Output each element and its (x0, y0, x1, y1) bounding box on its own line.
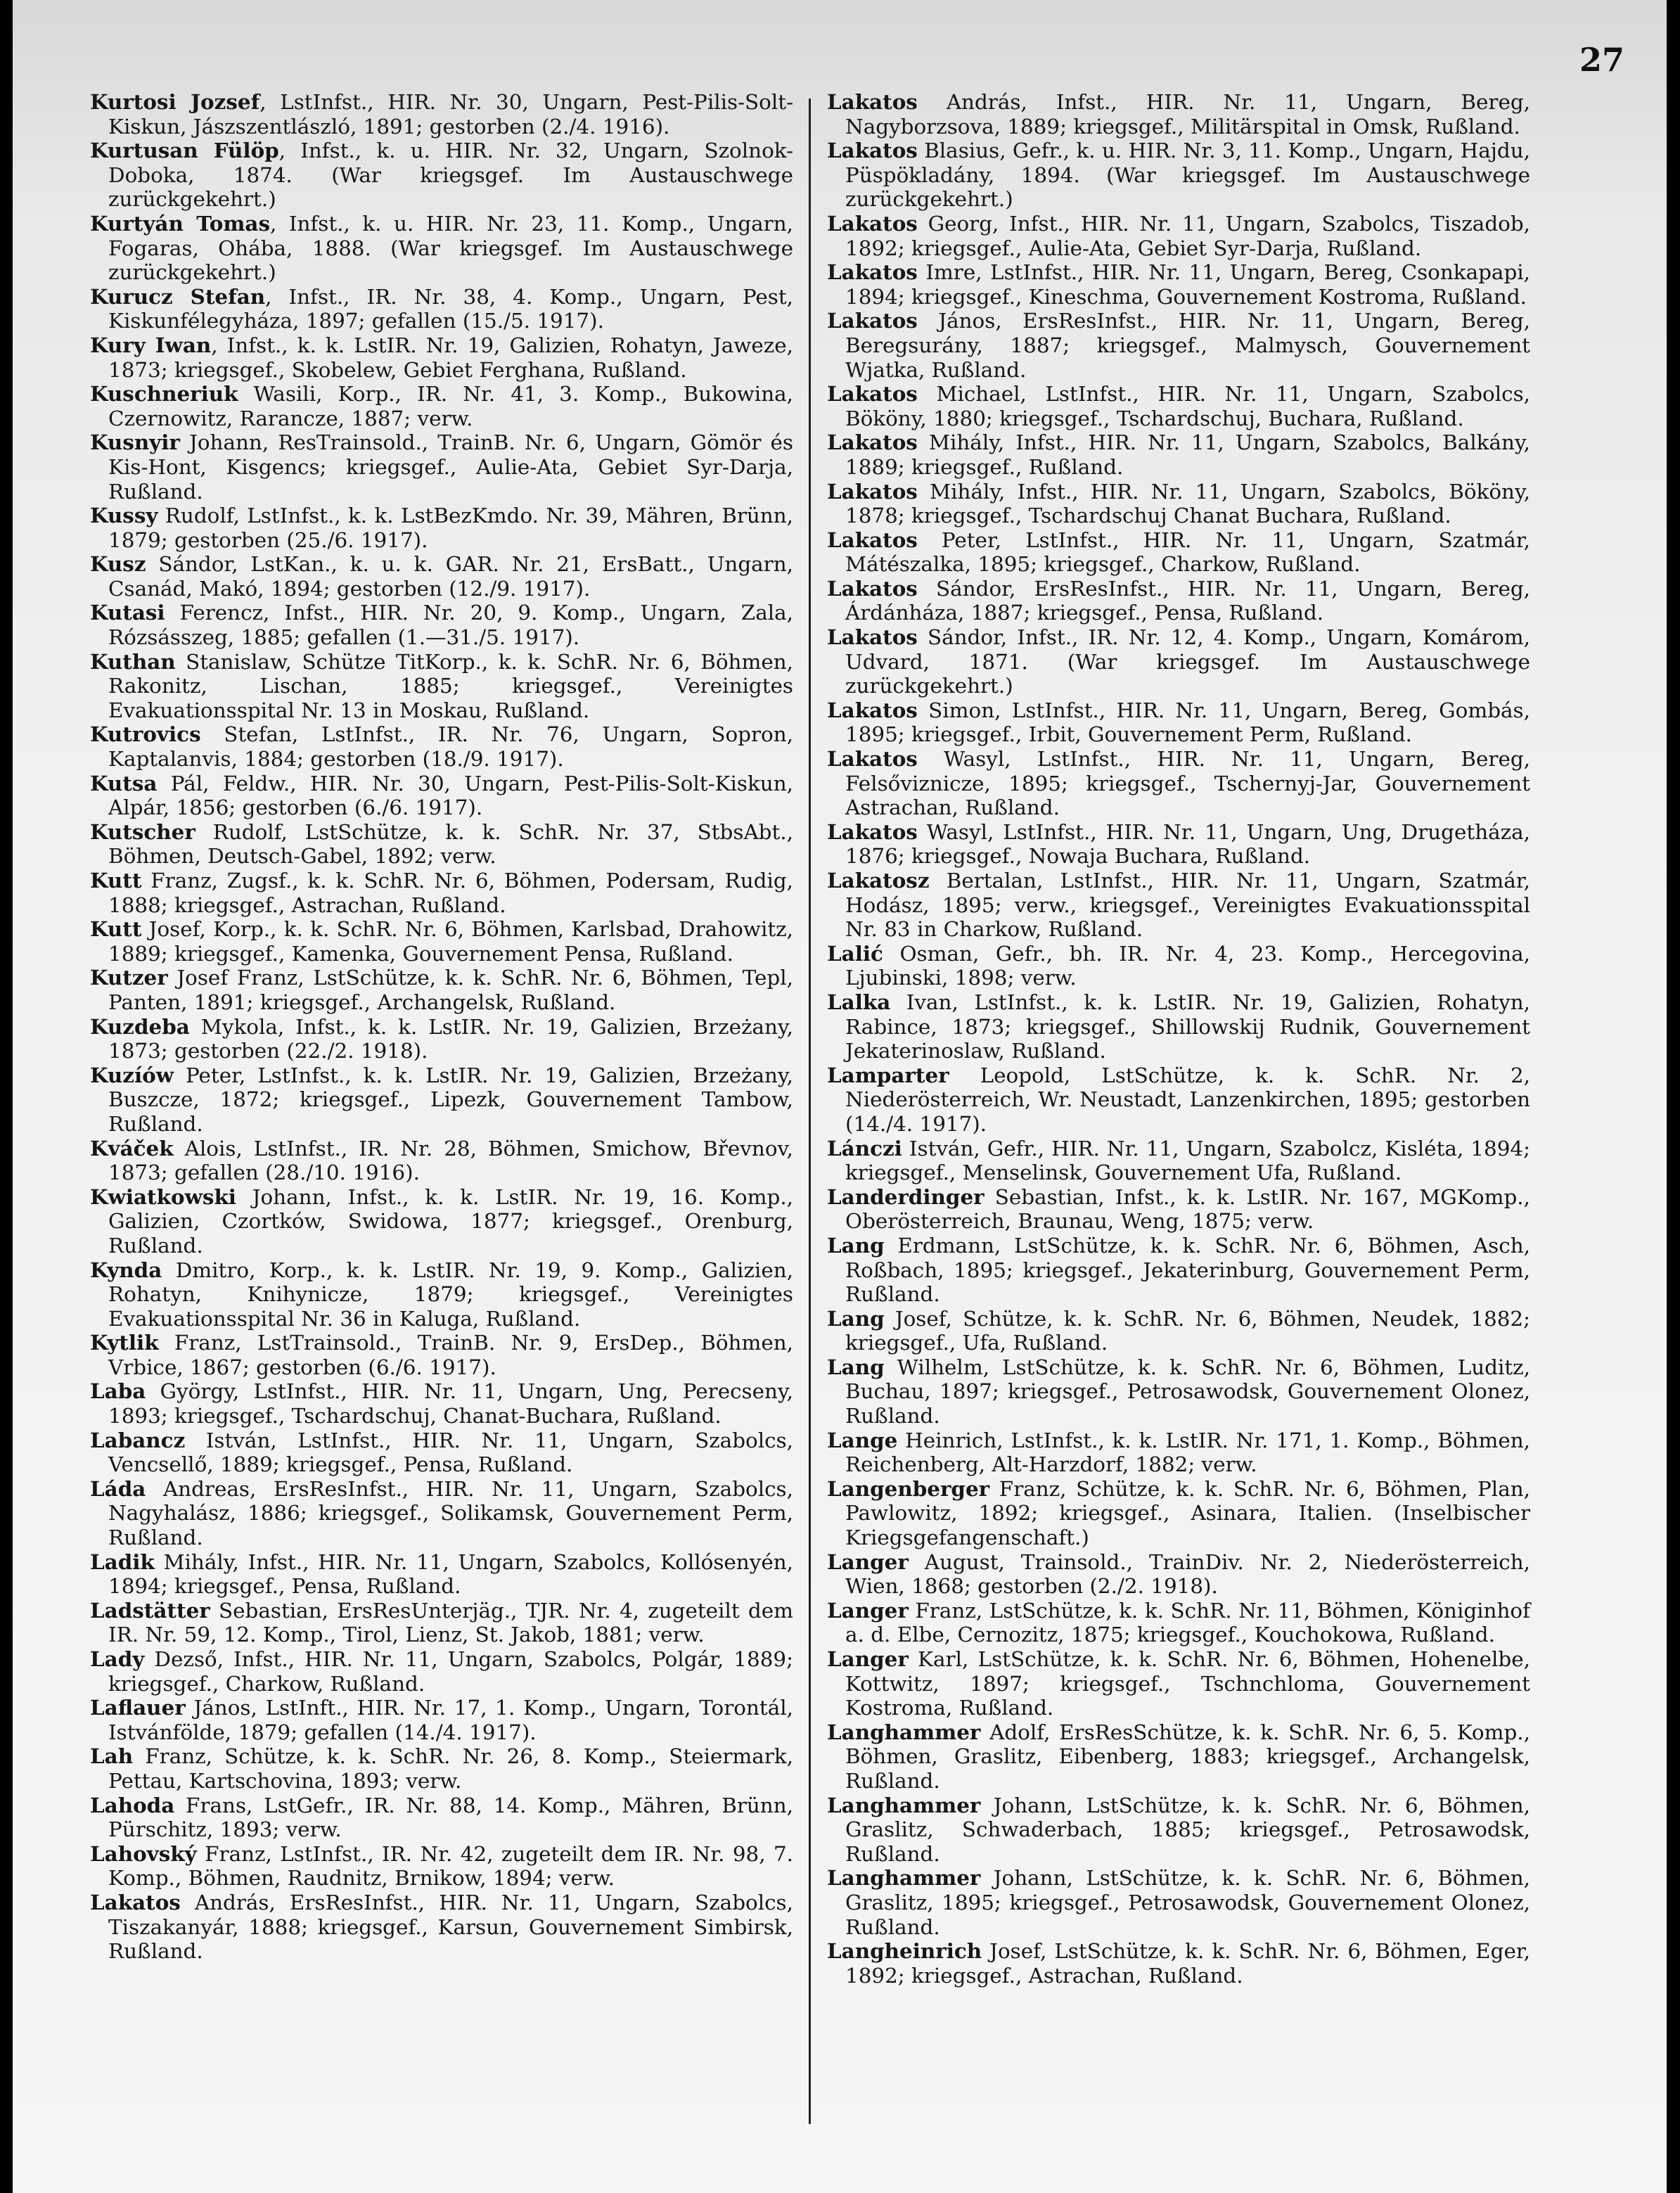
entry-details: Rudolf, LstInfst., k. k. LstBezKmdo. Nr. 39, Mähren, Brünn, 1879; gestorben (25./6. 1917). (108, 504, 793, 552)
entry-details: Franz, Zugsf., k. k. SchR. Nr. 6, Böhmen, Podersam, Rudig, 1888; kriegsgef., Astrachan, Rußland. (108, 869, 793, 917)
list-entry (90, 1477, 793, 1550)
list-entry (827, 625, 1530, 698)
entry-surname: Kuthan (90, 648, 176, 674)
entry-surname: Lamparter (827, 1062, 949, 1087)
entry-details: Dmitro, Korp., k. k. LstIR. Nr. 19, 9. Komp., Galizien, Rohatyn, Knihynicze, 1879; kriegsgef., Vereinigtes Evakuationsspital Nr. 36 in Kaluga, Rußland. (108, 1258, 793, 1331)
entry-surname: Kury Iwan (90, 332, 212, 357)
entry-details: György, LstInfst., HIR. Nr. 11, Ungarn, Ung, Perecseny, 1893; kriegsgef., Tschardschuj, Chanat-Buchara, Rußland. (108, 1379, 793, 1428)
entry-details: Frans, LstGefr., IR. Nr. 88, 14. Komp., Mähren, Brünn, Pürschitz, 1893; verw. (108, 1793, 793, 1842)
entry-surname: Lakatos (827, 819, 918, 844)
entry-surname: Kutzer (90, 965, 168, 990)
entry-surname: Kytlik (90, 1330, 159, 1355)
list-entry (90, 504, 793, 552)
entry-surname: Laflauer (90, 1695, 186, 1720)
entry-details: János, LstInft., HIR. Nr. 17, 1. Komp., Ungarn, Torontál, Istvánfölde, 1879; gefallen (14./4. 1917). (108, 1696, 793, 1744)
entry-surname: Langer (827, 1597, 909, 1623)
entry-surname: Ladstätter (90, 1597, 210, 1623)
entry-details: Sándor, Infst., IR. Nr. 12, 4. Komp., Ungarn, Komárom, Udvard, 1871. (War kriegsgef. Im Austauschwege zurückgekehrt.) (845, 625, 1530, 698)
entry-surname: Kuzíów (90, 1062, 174, 1087)
list-entry (827, 430, 1530, 479)
entry-surname: Langheinrich (827, 1938, 982, 1964)
list-entry (90, 1063, 793, 1137)
entry-details: István, LstInfst., HIR. Nr. 11, Ungarn, Szabolcs, Vencsellő, 1889; kriegsgef., Pensa, Rußland. (108, 1428, 793, 1477)
list-entry (90, 869, 793, 917)
entry-surname: Lah (90, 1744, 134, 1769)
list-entry (90, 650, 793, 723)
list-entry (90, 430, 793, 504)
entry-details: Mihály, Infst., HIR. Nr. 11, Ungarn, Szabolcs, Bököny, 1878; kriegsgef., Tschardschuj Chanat Buchara, Rußland. (845, 479, 1530, 528)
entry-details: , Infst., IR. Nr. 38, 4. Komp., Ungarn, Pest, Kiskunfélegyháza, 1897; gefallen (15./5. 1917). (108, 284, 793, 333)
entry-surname: Kurtosi Jozsef (90, 89, 260, 114)
entry-details: Stefan, LstInfst., IR. Nr. 76, Ungarn, Sopron, Kaptalanvis, 1884; gestorben (18./9. 1917). (108, 722, 793, 772)
list-entry (827, 1477, 1530, 1550)
entry-details: , Infst., k. u. HIR. Nr. 32, Ungarn, Szolnok-Doboka, 1874. (War kriegsgef. Im Austauschwege zurückgekehrt.) (108, 139, 793, 212)
entry-details: Johann, LstSchütze, k. k. SchR. Nr. 6, Böhmen, Graslitz, Schwaderbach, 1885; kriegsgef., Petrosawodsk, Rußland. (845, 1793, 1530, 1866)
entry-surname: Lakatos (827, 527, 918, 552)
entry-surname: Lakatos (827, 260, 918, 285)
list-entry (90, 772, 793, 820)
entry-details: Ferencz, Infst., HIR. Nr. 20, 9. Komp., Ungarn, Zala, Rózsásszeg, 1885; gefallen (1.—31./5. 1917). (108, 601, 793, 650)
entry-surname: Lakatos (827, 308, 918, 333)
list-entry (827, 869, 1530, 942)
list-entry (90, 1550, 793, 1599)
list-entry (90, 552, 793, 601)
entry-details: Sebastian, Infst., k. k. LstIR. Nr. 167, MGKomp., Oberösterreich, Braunau, Weng, 1875; verw. (845, 1184, 1530, 1234)
list-entry (827, 577, 1530, 625)
list-entry (90, 382, 793, 430)
list-entry (827, 139, 1530, 212)
entry-surname: Lang (827, 1305, 885, 1331)
entry-surname: Lalić (827, 940, 883, 966)
entry-surname: Lakatos (827, 478, 918, 504)
list-entry (827, 1428, 1530, 1477)
entry-surname: Kurtusan Fülöp (90, 138, 279, 163)
list-entry (827, 1599, 1530, 1647)
entry-details: Mykola, Infst., k. k. LstIR. Nr. 19, Galizien, Brzeżany, 1873; gestorben (22./2. 1918). (108, 1014, 793, 1063)
list-entry (90, 1647, 793, 1696)
column-divider (809, 98, 811, 2124)
entry-surname: Laba (90, 1379, 146, 1404)
list-entry (90, 1137, 793, 1185)
entry-surname: Lahoda (90, 1792, 175, 1817)
entry-details: , LstInfst., HIR. Nr. 30, Ungarn, Pest-Pilis-Solt-Kiskun, Jászszentlászló, 1891; gestorben (2./4. 1916). (108, 90, 794, 139)
entry-details: Pál, Feldw., HIR. Nr. 30, Ungarn, Pest-Pilis-Solt-Kiskun, Alpár, 1856; gestorben (6./6. 1917). (108, 771, 793, 820)
entry-details: Johann, Infst., k. k. LstIR. Nr. 19, 16. Komp., Galizien, Czortków, Swidowa, 1877; kriegsgef., Orenburg, Rußland. (108, 1184, 793, 1258)
entry-details: Imre, LstInfst., HIR. Nr. 11, Ungarn, Bereg, Csonkapapi, 1894; kriegsgef., Kineschma, Gouvernement Kostroma, Rußland. (845, 260, 1530, 309)
list-entry (90, 1015, 793, 1063)
entry-details: Alois, LstInfst., IR. Nr. 28, Böhmen, Smichow, Břevnov, 1873; gefallen (28./10. 1916). (108, 1136, 793, 1185)
list-entry (827, 309, 1530, 382)
entry-surname: Langenberger (827, 1476, 990, 1501)
list-entry (827, 480, 1530, 528)
entry-surname: Lakatos (827, 575, 918, 601)
entry-surname: Langer (827, 1647, 909, 1671)
entry-details: Franz, LstTrainsold., TrainB. Nr. 9, ErsDep., Böhmen, Vrbice, 1867; gestorben (6./6. 1917). (108, 1331, 793, 1379)
list-entry (90, 1258, 793, 1331)
entry-details: Blasius, Gefr., k. u. HIR. Nr. 3, 11. Komp., Ungarn, Hajdu, Püspökladány, 1894. (War kriegsgef. Im Austauschwege zurückgekehrt.) (845, 139, 1530, 212)
entry-surname: Kuzdeba (90, 1014, 190, 1039)
entry-surname: Kynda (90, 1257, 162, 1282)
entry-details: András, ErsResInfst., HIR. Nr. 11, Ungarn, Szabolcs, Tiszakanyár, 1888; kriegsgef., Karsun, Gouvernement Simbirsk, Rußland. (108, 1890, 793, 1964)
entry-details: August, Trainsold., TrainDiv. Nr. 2, Niederösterreich, Wien, 1868; gestorben (2./2. 1918). (845, 1549, 1530, 1599)
entry-surname: Kutscher (90, 819, 195, 844)
entry-details: Josef, Korp., k. k. SchR. Nr. 6, Böhmen, Karlsbad, Drahowitz, 1889; kriegsgef., Kamenka, Gouvernement Pensa, Rußland. (108, 917, 793, 966)
entry-details: Sándor, LstKan., k. u. k. GAR. Nr. 21, ErsBatt., Ungarn, Csanád, Makó, 1894; gestorben (12./9. 1917). (108, 552, 793, 601)
entry-surname: Kutt (90, 868, 142, 893)
entry-surname: Labancz (90, 1427, 186, 1452)
entry-details: Peter, LstInfst., HIR. Nr. 11, Ungarn, Szatmár, Mátészalka, 1895; kriegsgef., Charkow, Rußland. (845, 528, 1530, 577)
list-entry (827, 1307, 1530, 1355)
entry-details: Rudolf, LstSchütze, k. k. SchR. Nr. 37, StbsAbt., Böhmen, Deutsch-Gabel, 1892; verw. (108, 819, 793, 869)
list-entry (827, 1939, 1530, 1988)
entry-details: Franz, LstSchütze, k. k. SchR. Nr. 11, Böhmen, Königinhof a. d. Elbe, Cernozitz, 1875; kriegsgef., Kouchokowa, Rußland. (845, 1598, 1530, 1647)
entry-details: Ivan, LstInfst., k. k. LstIR. Nr. 19, Galizien, Rohatyn, Rabince, 1873; kriegsgef., Shillowskij Rudnik, Gouvernement Jekaterinoslaw, Rußland. (845, 990, 1530, 1063)
entry-surname: Lakatos (827, 89, 918, 114)
list-entry (827, 820, 1530, 869)
list-entry (90, 1428, 793, 1477)
entry-details: Adolf, ErsResSchütze, k. k. SchR. Nr. 6, 5. Komp., Böhmen, Graslitz, Eibenberg, 1883; kriegsgef., Archangelsk, Rußland. (845, 1720, 1530, 1793)
list-entry (90, 1599, 793, 1647)
list-entry (90, 917, 793, 966)
entry-details: Wilhelm, LstSchütze, k. k. SchR. Nr. 6, Böhmen, Luditz, Buchau, 1897; kriegsgef., Petrosawodsk, Gouvernement Olonez, Rußland. (845, 1355, 1530, 1428)
list-entry (90, 1744, 793, 1793)
entry-details: Erdmann, LstSchütze, k. k. SchR. Nr. 6, Böhmen, Asch, Roßbach, 1895; kriegsgef., Jekaterinburg, Gouvernement Perm, Rußland. (845, 1233, 1530, 1307)
list-entry (90, 1185, 793, 1258)
list-entry (827, 528, 1530, 577)
entry-details: Wasili, Korp., IR. Nr. 41, 3. Komp., Bukowina, Czernowitz, Rarancze, 1887; verw. (108, 382, 793, 430)
list-entry (90, 966, 793, 1014)
list-entry (827, 698, 1530, 747)
entry-surname: Lakatos (827, 381, 918, 407)
entry-details: Franz, Schütze, k. k. SchR. Nr. 26, 8. Komp., Steiermark, Pettau, Kartschovina, 1893; verw. (108, 1744, 793, 1793)
list-entry (90, 601, 793, 649)
entry-surname: Lahovský (90, 1841, 197, 1866)
entry-surname: Kváček (90, 1135, 174, 1161)
left-column (90, 90, 793, 1964)
entry-surname: Lange (827, 1427, 898, 1452)
list-entry (827, 1234, 1530, 1307)
entry-surname: Lalka (827, 989, 891, 1014)
entry-details: Sándor, ErsResInfst., HIR. Nr. 11, Ungarn, Bereg, Árdánháza, 1887; kriegsgef., Pensa, Rußland. (845, 576, 1530, 625)
entry-surname: Kutrovics (90, 722, 201, 747)
list-entry (90, 139, 793, 212)
entry-surname: Lakatos (90, 1889, 181, 1914)
list-entry (827, 1137, 1530, 1185)
list-entry (90, 1331, 793, 1379)
list-entry (827, 90, 1530, 139)
entry-details: Wasyl, LstInfst., HIR. Nr. 11, Ungarn, Ung, Drugetháza, 1876; kriegsgef., Nowaja Buchara, Rußland. (845, 819, 1530, 869)
list-entry (90, 722, 793, 771)
entry-details: Franz, LstInfst., IR. Nr. 42, zugeteilt dem IR. Nr. 98, 7. Komp., Böhmen, Raudnitz, Brnikow, 1894; verw. (108, 1841, 793, 1891)
list-entry (827, 990, 1530, 1063)
list-entry (90, 1794, 793, 1842)
entry-surname: Lakatos (827, 138, 918, 163)
entry-details: Simon, LstInfst., HIR. Nr. 11, Ungarn, Bereg, Gombás, 1895; kriegsgef., Irbit, Gouvernement Perm, Rußland. (845, 698, 1530, 747)
entry-surname: Lakatos (827, 697, 918, 722)
entry-details: Johann, ResTrainsold., TrainB. Nr. 6, Ungarn, Gömör és Kis-Hont, Kisgencs; kriegsgef., Aulie-Ata, Gebiet Syr-Darja, Rußland. (108, 430, 793, 504)
entry-surname: Langhammer (827, 1865, 981, 1891)
list-entry (90, 1891, 793, 1964)
entry-details: Franz, Schütze, k. k. SchR. Nr. 6, Böhmen, Plan, Pawlowitz, 1892; kriegsgef., Asinara, Italien. (Inselbischer Kriegsgefangenschaft.) (845, 1476, 1530, 1550)
entry-details: Osman, Gefr., bh. IR. Nr. 4, 23. Komp., Hercegovina, Ljubinski, 1898; verw. (845, 941, 1530, 990)
list-entry (90, 1379, 793, 1428)
entry-surname: Kurucz Stefan (90, 283, 266, 309)
entry-surname: Lakatos (827, 625, 918, 650)
right-column (827, 90, 1530, 1988)
entry-surname: Kusz (90, 551, 146, 577)
list-entry (90, 1842, 793, 1891)
list-entry (827, 1866, 1530, 1939)
entry-details: István, Gefr., HIR. Nr. 11, Ungarn, Szabolcz, Kisléta, 1894; kriegsgef., Menselinsk, Gouvernement Ufa, Rußland. (845, 1136, 1530, 1185)
entry-surname: Kutasi (90, 600, 165, 625)
entry-details: , Infst., k. k. LstIR. Nr. 19, Galizien, Rohatyn, Jaweze, 1873; kriegsgef., Skobelew, Gebiet Ferghana, Rußland. (108, 333, 793, 382)
list-entry (827, 1355, 1530, 1428)
entry-surname: Kutsa (90, 770, 158, 795)
list-entry (827, 382, 1530, 430)
entry-details: Mihály, Infst., HIR. Nr. 11, Ungarn, Szabolcs, Kollósenyén, 1894; kriegsgef., Pensa, Rußland. (108, 1549, 793, 1599)
entry-surname: Láda (90, 1476, 146, 1501)
entry-details: János, ErsResInfst., HIR. Nr. 11, Ungarn, Bereg, Beregsurány, 1887; kriegsgef., Malmysch, Gouvernement Wjatka, Rußland. (845, 309, 1530, 382)
entry-surname: Langer (827, 1549, 909, 1574)
list-entry (827, 747, 1530, 820)
list-entry (90, 820, 793, 869)
entry-details: Mihály, Infst., HIR. Nr. 11, Ungarn, Szabolcs, Balkány, 1889; kriegsgef., Rußland. (845, 430, 1530, 479)
entry-surname: Langhammer (827, 1719, 981, 1744)
entry-surname: Lánczi (827, 1135, 902, 1161)
entry-surname: Lakatosz (827, 868, 930, 893)
list-entry (827, 1185, 1530, 1234)
list-entry (827, 1794, 1530, 1867)
entry-surname: Lang (827, 1232, 885, 1258)
list-entry (90, 333, 793, 382)
list-entry (90, 285, 793, 333)
entry-surname: Lang (827, 1354, 885, 1379)
document-page (13, 0, 1667, 2193)
list-entry (827, 212, 1530, 260)
page-number: 27 (1579, 41, 1624, 79)
list-entry (827, 1647, 1530, 1720)
entry-surname: Langhammer (827, 1792, 981, 1817)
entry-details: Johann, LstSchütze, k. k. SchR. Nr. 6, Böhmen, Graslitz, 1895; kriegsgef., Petrosawodsk, Gouvernement Olonez, Rußland. (845, 1866, 1530, 1939)
entry-surname: Lady (90, 1647, 145, 1671)
entry-details: Josef, LstSchütze, k. k. SchR. Nr. 6, Böhmen, Eger, 1892; kriegsgef., Astrachan, Rußland. (845, 1939, 1530, 1988)
entry-details: Karl, LstSchütze, k. k. SchR. Nr. 6, Böhmen, Hohenelbe, Kottwitz, 1897; kriegsgef., Tschnchloma, Gouvernement Kostroma, Rußland. (845, 1647, 1530, 1720)
entry-surname: Ladik (90, 1549, 155, 1574)
entry-details: Georg, Infst., HIR. Nr. 11, Ungarn, Szabolcs, Tiszadob, 1892; kriegsgef., Aulie-Ata, Gebiet Syr-Darja, Rußland. (845, 211, 1530, 260)
entry-surname: Lakatos (827, 746, 918, 772)
list-entry (90, 90, 793, 139)
entry-details: Heinrich, LstInfst., k. k. LstIR. Nr. 171, 1. Komp., Böhmen, Reichenberg, Alt-Harzdorf, 1882; verw. (845, 1428, 1530, 1477)
entry-surname: Kussy (90, 503, 158, 528)
entry-details: András, Infst., HIR. Nr. 11, Ungarn, Bereg, Nagyborzsova, 1889; kriegsgef., Militärspital in Omsk, Rußland. (845, 90, 1530, 139)
entry-details: Wasyl, LstInfst., HIR. Nr. 11, Ungarn, Bereg, Felsővizniczе, 1895; kriegsgef., Tschernyj-Jar, Gouvernement Astrachan, Rußland. (845, 747, 1530, 820)
entry-details: Leopold, LstSchütze, k. k. SchR. Nr. 2, Niederösterreich, Wr. Neustadt, Lanzenkirchen, 1895; gestorben (14./4. 1917). (845, 1063, 1530, 1136)
list-entry (827, 1720, 1530, 1794)
entry-surname: Landerdinger (827, 1184, 985, 1209)
entry-details: , Infst., k. u. HIR. Nr. 23, 11. Komp., Ungarn, Fogaras, Ohába, 1888. (War kriegsgef. Im Austauschwege zurückgekehrt.) (108, 211, 793, 285)
entry-details: Peter, LstInfst., k. k. LstIR. Nr. 19, Galizien, Brzeżany, Buszcze, 1872; kriegsgef., Lipezk, Gouvernement Tambow, Rußland. (108, 1063, 793, 1136)
entry-details: Michael, LstInfst., HIR. Nr. 11, Ungarn, Szabolcs, Bököny, 1880; kriegsgef., Tschardschuj, Buchara, Rußland. (845, 382, 1530, 430)
entry-surname: Kwiatkowski (90, 1184, 236, 1209)
entry-surname: Kurtyán Tomas (90, 210, 271, 236)
list-entry (827, 942, 1530, 990)
list-entry (827, 1550, 1530, 1599)
entry-details: Stanislaw, Schütze TitKorp., k. k. SchR. Nr. 6, Böhmen, Rakonitz, Lischan, 1885; kriegsgef., Vereinigtes Evakuationsspital Nr. 13 in Moskau, Rußland. (108, 649, 793, 722)
entry-details: Josef Franz, LstSchütze, k. k. SchR. Nr. 6, Böhmen, Tepl, Panten, 1891; kriegsgef., Archangelsk, Rußland. (108, 966, 793, 1014)
entry-details: Dezső, Infst., HIR. Nr. 11, Ungarn, Szabolcs, Polgár, 1889; kriegsgef., Charkow, Rußland. (108, 1647, 793, 1696)
entry-details: Sebastian, ErsResUnterjäg., TJR. Nr. 4, zugeteilt dem IR. Nr. 59, 12. Komp., Tirol, Lienz, St. Jakob, 1881; verw. (108, 1598, 793, 1647)
entry-details: Josef, Schütze, k. k. SchR. Nr. 6, Böhmen, Neudek, 1882; kriegsgef., Ufa, Rußland. (845, 1306, 1530, 1355)
entry-details: Andreas, ErsResInfst., HIR. Nr. 11, Ungarn, Szabolcs, Nagyhalász, 1886; kriegsgef., Solikamsk, Gouvernement Perm, Rußland. (108, 1476, 793, 1550)
entry-surname: Lakatos (827, 210, 918, 236)
list-entry (90, 1696, 793, 1744)
entry-surname: Lakatos (827, 430, 918, 455)
entry-surname: Kutt (90, 916, 142, 942)
entry-details: Bertalan, LstInfst., HIR. Nr. 11, Ungarn, Szatmár, Hodász, 1895; verw., kriegsgef., Vereinigtes Evakuationsspital Nr. 83 in Charkow, Rußland. (845, 869, 1530, 942)
entry-surname: Kuschneriuk (90, 381, 238, 407)
entry-surname: Kusnyir (90, 430, 180, 455)
list-entry (827, 260, 1530, 309)
list-entry (827, 1063, 1530, 1137)
list-entry (90, 212, 793, 285)
